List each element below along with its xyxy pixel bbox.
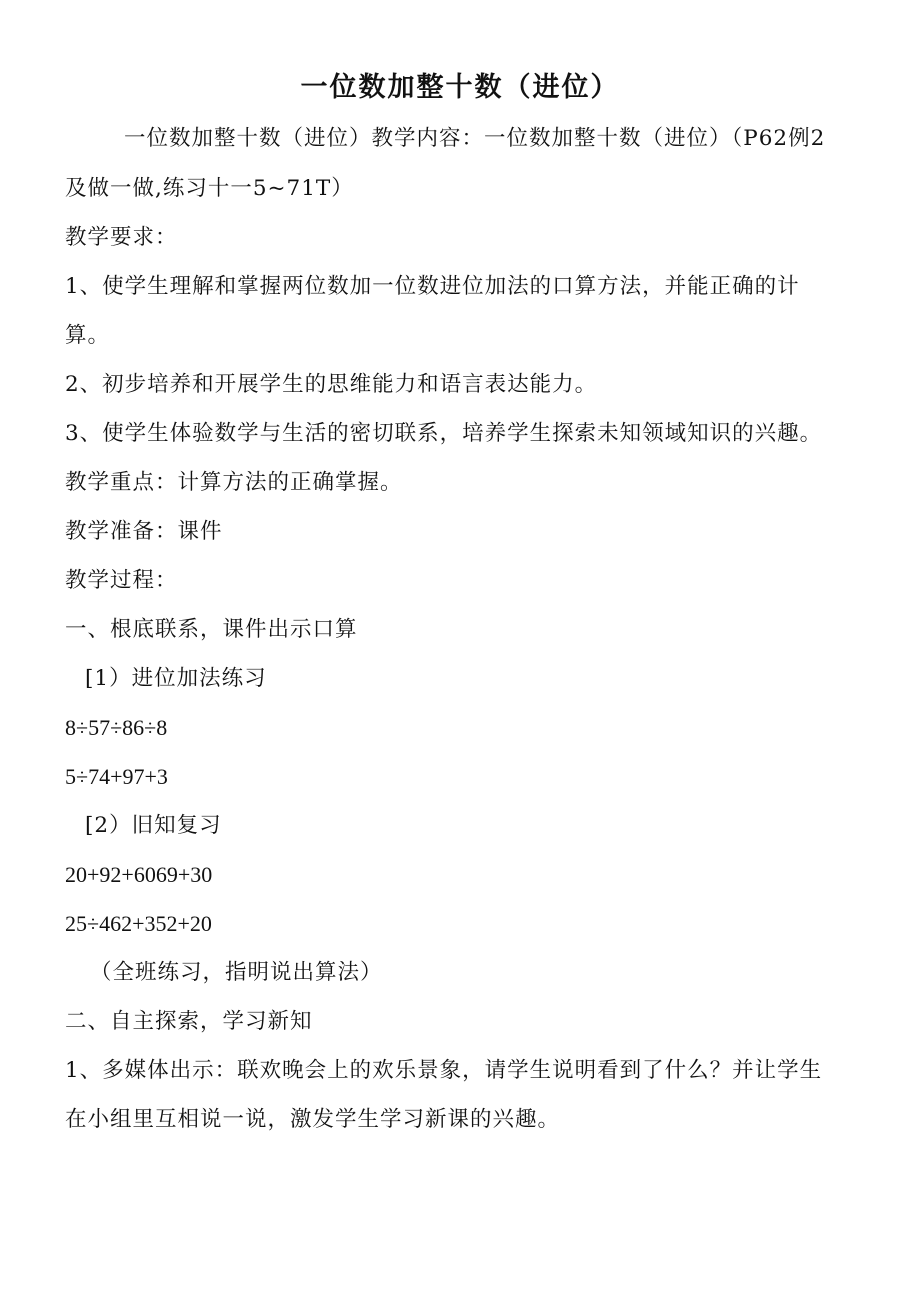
requirement-3: 3、使学生体验数学与生活的密切联系，培养学生探索未知领域知识的兴趣。 [65,421,823,446]
section-one-heading: 一、根底联系，课件出示口算 [65,617,358,642]
math-line-1: 8÷57÷86÷8 [65,715,168,740]
practice-note: （全班练习，指明说出算法） [90,960,383,985]
multimedia-paragraph-line-2: 在小组里互相说一说，激发学生学习新课的兴趣。 [65,1107,561,1132]
teaching-content-line-2: 及做一做,练习十一5~71T） [65,176,354,201]
teaching-focus: 教学重点：计算方法的正确掌握。 [65,470,403,495]
section-heading-requirements: 教学要求： [65,225,178,250]
document-title: 一位数加整十数（进位） [300,72,620,103]
exercise-subheading-2: [2）旧知复习 [85,813,222,838]
section-two-heading: 二、自主探索，学习新知 [65,1009,313,1034]
requirement-2: 2、初步培养和开展学生的思维能力和语言表达能力。 [65,372,598,397]
teaching-process-heading: 教学过程： [65,568,178,593]
math-line-2: 5÷74+97+3 [65,764,168,789]
math-line-4: 25÷462+352+20 [65,911,212,936]
teaching-content-line-1: 一位数加整十数（进位）教学内容：一位数加整十数（进位）（P62例2 [124,126,826,151]
exercise-subheading-1: [1）进位加法练习 [85,666,267,691]
requirement-1-line-1: 1、使学生理解和掌握两位数加一位数进位加法的口算方法，并能正确的计 [65,274,800,299]
teaching-preparation: 教学准备：课件 [65,519,223,544]
requirement-1-line-2: 算。 [65,323,111,348]
multimedia-paragraph-line-1: 1、多媒体出示：联欢晚会上的欢乐景象，请学生说明看到了什么？并让学生 [65,1058,823,1083]
math-line-3: 20+92+6069+30 [65,862,213,887]
